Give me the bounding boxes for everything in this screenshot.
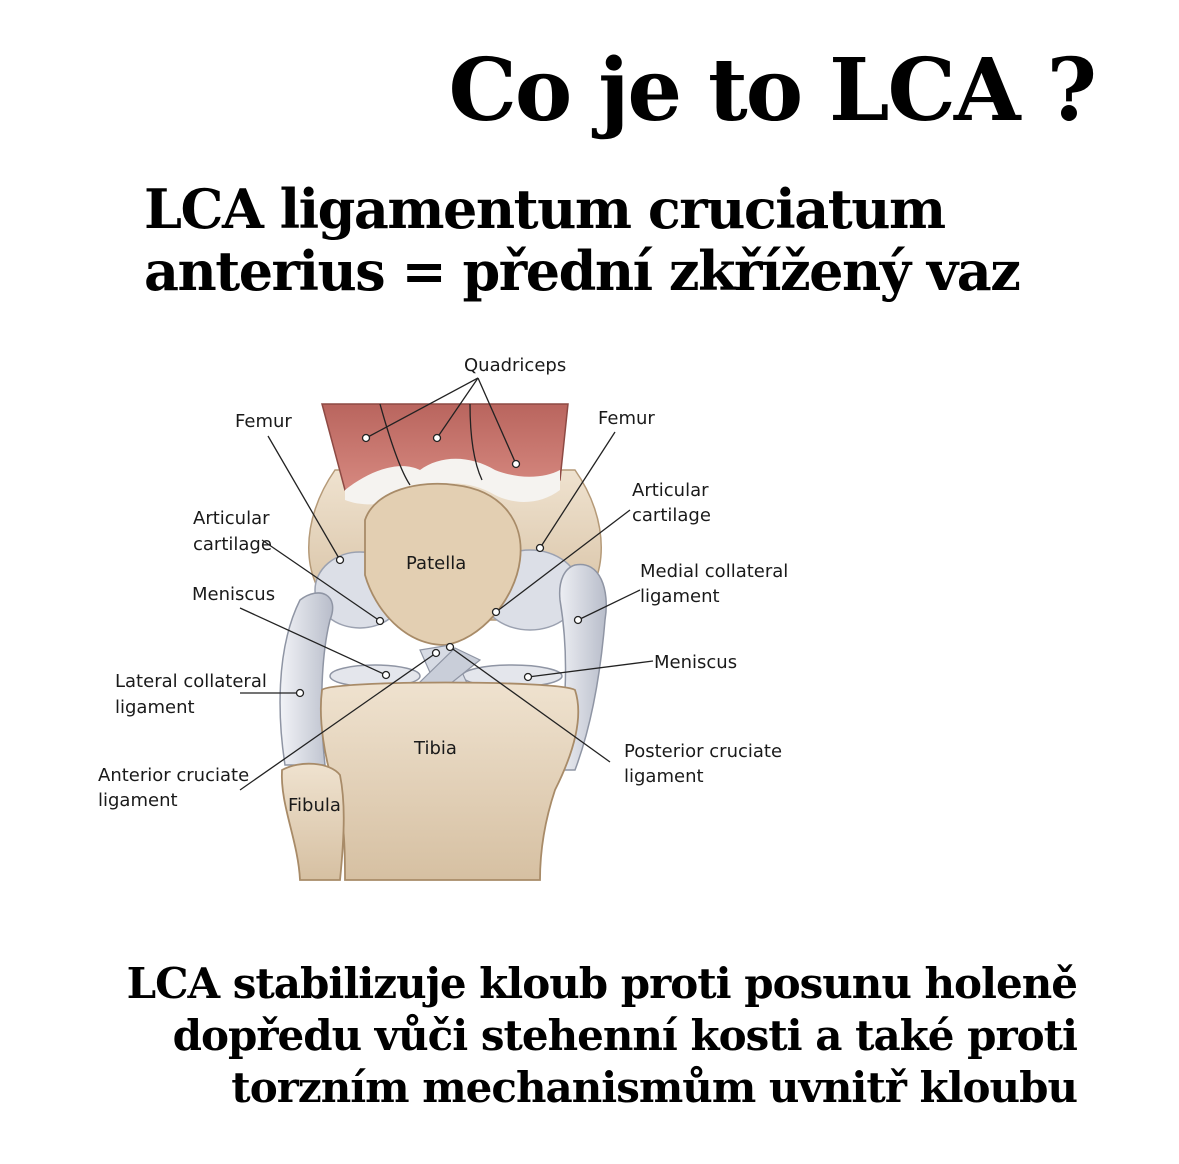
label-fibula: Fibula [288,795,341,816]
label-lateral-collateral-2: ligament [115,697,195,718]
label-anterior-cruciate-2: ligament [98,790,178,811]
fibula-shape [282,764,344,880]
footer-line-1: LCA stabilizuje kloub proti posunu holeně [126,959,1077,1008]
label-femur-right: Femur [598,408,655,429]
label-quadriceps: Quadriceps [464,355,567,376]
footer-line-2: dopředu vůči stehenní kosti a také proti [172,1011,1077,1060]
label-medial-collateral-2: ligament [640,586,720,607]
label-articular-right-1: Articular [632,480,709,501]
label-articular-right-2: cartilage [632,505,711,526]
label-posterior-cruciate-1: Posterior cruciate [624,741,783,762]
label-anterior-cruciate-1: Anterior cruciate [98,765,250,786]
label-articular-left-1: Articular [193,508,270,529]
label-patella: Patella [406,553,467,574]
label-lateral-collateral-1: Lateral collateral [115,671,267,692]
subtitle [144,178,1019,302]
label-femur-left: Femur [235,411,292,432]
knee-anatomy-diagram [0,330,1179,900]
label-posterior-cruciate-2: ligament [624,766,704,787]
subtitle-line-2: anterius = přední zkřížený vaz [144,239,1020,303]
label-meniscus-left: Meniscus [192,584,276,605]
label-articular-left-2: cartilage [193,534,272,555]
label-meniscus-right: Meniscus [654,652,738,673]
footer-text [127,958,1077,1114]
page-title: Co je to LCA ? [448,40,1095,141]
footer-line-3: torzním mechanismům uvnitř kloubu [231,1063,1077,1112]
label-tibia: Tibia [414,738,457,759]
label-medial-collateral-1: Medial collateral [640,561,789,582]
subtitle-line-1: LCA ligamentum cruciatum [144,177,945,241]
